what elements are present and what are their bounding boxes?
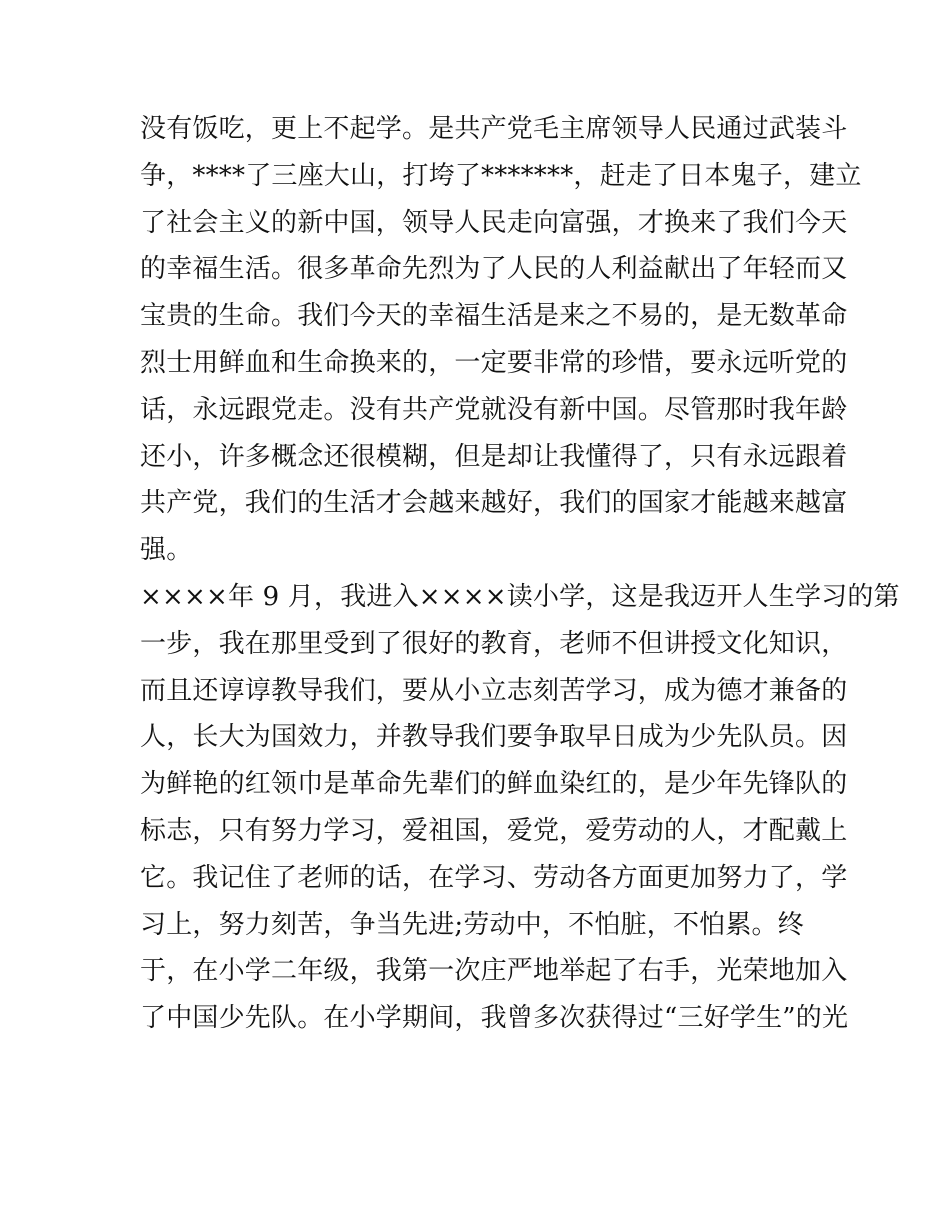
text-line: 宝贵的生命。我们今天的幸福生活是来之不易的，是无数革命 bbox=[140, 301, 848, 332]
text-line: 的幸福生活。很多革命先烈为了人民的人利益献出了年轻而又 bbox=[140, 254, 848, 285]
text-line: 而且还谆谆教导我们，要从小立志刻苦学习，成为德才兼备的 bbox=[140, 675, 848, 706]
body-text bbox=[140, 106, 900, 1042]
text-line: 标志，只有努力学习，爱祖国，爱党，爱劳动的人，才配戴上 bbox=[140, 815, 848, 846]
text-line: 争，****了三座大山，打垮了*******，赶走了日本鬼子，建立 bbox=[140, 160, 862, 191]
text-line: 习上，努力刻苦，争当先进;劳动中，不怕脏，不怕累。终 bbox=[140, 909, 804, 940]
text-line: 还小，许多概念还很模糊，但是却让我懂得了，只有永远跟着 bbox=[140, 441, 848, 472]
text-line: 了社会主义的新中国，领导人民走向富强，才换来了我们今天 bbox=[140, 207, 848, 238]
text-line: 烈士用鲜血和生命换来的，一定要非常的珍惜，要永远听党的 bbox=[140, 347, 848, 378]
text-line: 没有饭吃，更上不起学。是共产党毛主席领导人民通过武装斗 bbox=[140, 114, 848, 144]
text-line: 它。我记住了老师的话，在学习、劳动各方面更加努力了，学 bbox=[140, 862, 848, 893]
text-line: 话，永远跟党走。没有共产党就没有新中国。尽管那时我年龄 bbox=[140, 394, 848, 425]
text-line: ××××年 9 月，我进入××××读小学，这是我迈开人生学习的第 bbox=[140, 581, 900, 612]
text-line: 一步，我在那里受到了很好的教育，老师不但讲授文化知识， bbox=[140, 628, 848, 659]
text-line: 强。 bbox=[140, 535, 193, 566]
text-line: 共产党，我们的生活才会越来越好，我们的国家才能越来越富 bbox=[140, 488, 848, 519]
text-line: 于，在小学二年级，我第一次庄严地举起了右手，光荣地加入 bbox=[140, 956, 848, 987]
text-line: 了中国少先队。在小学期间，我曾多次获得过“三好学生”的光 bbox=[140, 1003, 849, 1034]
text-line: 人，长大为国效力，并教导我们要争取早日成为少先队员。因 bbox=[140, 722, 848, 753]
text-line: 为鲜艳的红领巾是革命先辈们的鲜血染红的，是少年先锋队的 bbox=[140, 769, 848, 800]
